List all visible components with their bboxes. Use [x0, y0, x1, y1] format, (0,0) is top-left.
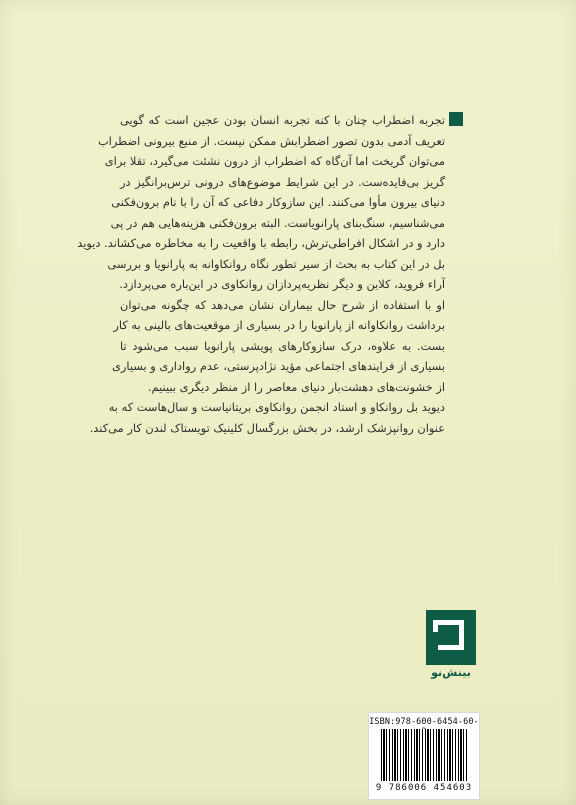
blurb-line: می‌توان گریخت اما آن‌گاه که اضطراب از درون نشئت می‌گیرد، تقلا برای [104, 154, 445, 168]
blurb-line: می‌شناسیم، سنگ‌بنای پارانویاست. البته برون‌فکنی هزینه‌هایی هم در پی [110, 215, 445, 230]
blurb-line: دنیای بیرون مأوا می‌کنند. این سازوکار دفاعی که آن را با نام برون‌فکنی [111, 195, 445, 209]
blurb-line: گریز بی‌فایده‌ست. در این شرایط موضوع‌های درونی ترس‌برانگیز در [120, 174, 445, 189]
publisher-logo-icon [438, 620, 464, 650]
blurb-line: بسیاری از فرایندهای اجتماعی مؤید نژادپرستی، عدم رواداری و بسیاری [111, 359, 445, 373]
barcode-icon [381, 729, 469, 781]
publisher-name: بینش‌نو [431, 666, 471, 679]
blurb-line: آراء فروید، کلاین و دیگر نظریه‌پردازان روانکاوی در این‌باره می‌پردازد. [119, 277, 445, 291]
blurb-line: برداشت روانکاوانه از پارانویا را در بسیاری از موقعیت‌های بالینی به کار [113, 318, 445, 332]
blurb-line: او با استفاده از شرح حال بیماران نشان می‌دهد که چگونه می‌توان [120, 297, 445, 312]
blurb-line: بل در این کتاب به بحث از سیر تطور نگاه روانکاوانه به پارانویا و بررسی [107, 256, 445, 271]
blurb-line: تعریف آدمی بدون تصور اضطرابش ممکن نیست. از منبع بیرونی اضطراب [97, 133, 445, 148]
blurb-line: تجربه اضطراب چنان با کنه تجربه انسان بودن عجین است که گویی [120, 113, 445, 127]
barcode-digits: 9 786006 454603 [375, 783, 473, 793]
isbn-label: ISBN:978-600-6454-60- [369, 717, 479, 727]
blurb-line: دارد و در اشکال افراطی‌ترش، رابطه با واقعیت را به مخاطره می‌کشاند. دیوید [77, 236, 445, 250]
publisher-logo [426, 610, 476, 665]
green-square-marker [449, 112, 463, 126]
isbn-barcode-box [368, 712, 480, 800]
blurb-line: دیوید بل روانکاو و استاد انجمن روانکاوی بریتانیاست و سال‌هاست که به [108, 400, 445, 414]
blurb-line: بست. به علاوه، درک سازوکارهای پویشی پارانویا سبب می‌شود تا [120, 338, 445, 353]
blurb-line: از خشونت‌های دهشت‌بار دنیای معاصر را از منظر دیگری ببینیم. [147, 379, 445, 394]
blurb-line: عنوان روانپزشک ارشد، در بخش بزرگسال کلینیک تویستاک لندن کار می‌کند. [89, 420, 445, 435]
back-cover-blurb [77, 110, 445, 438]
